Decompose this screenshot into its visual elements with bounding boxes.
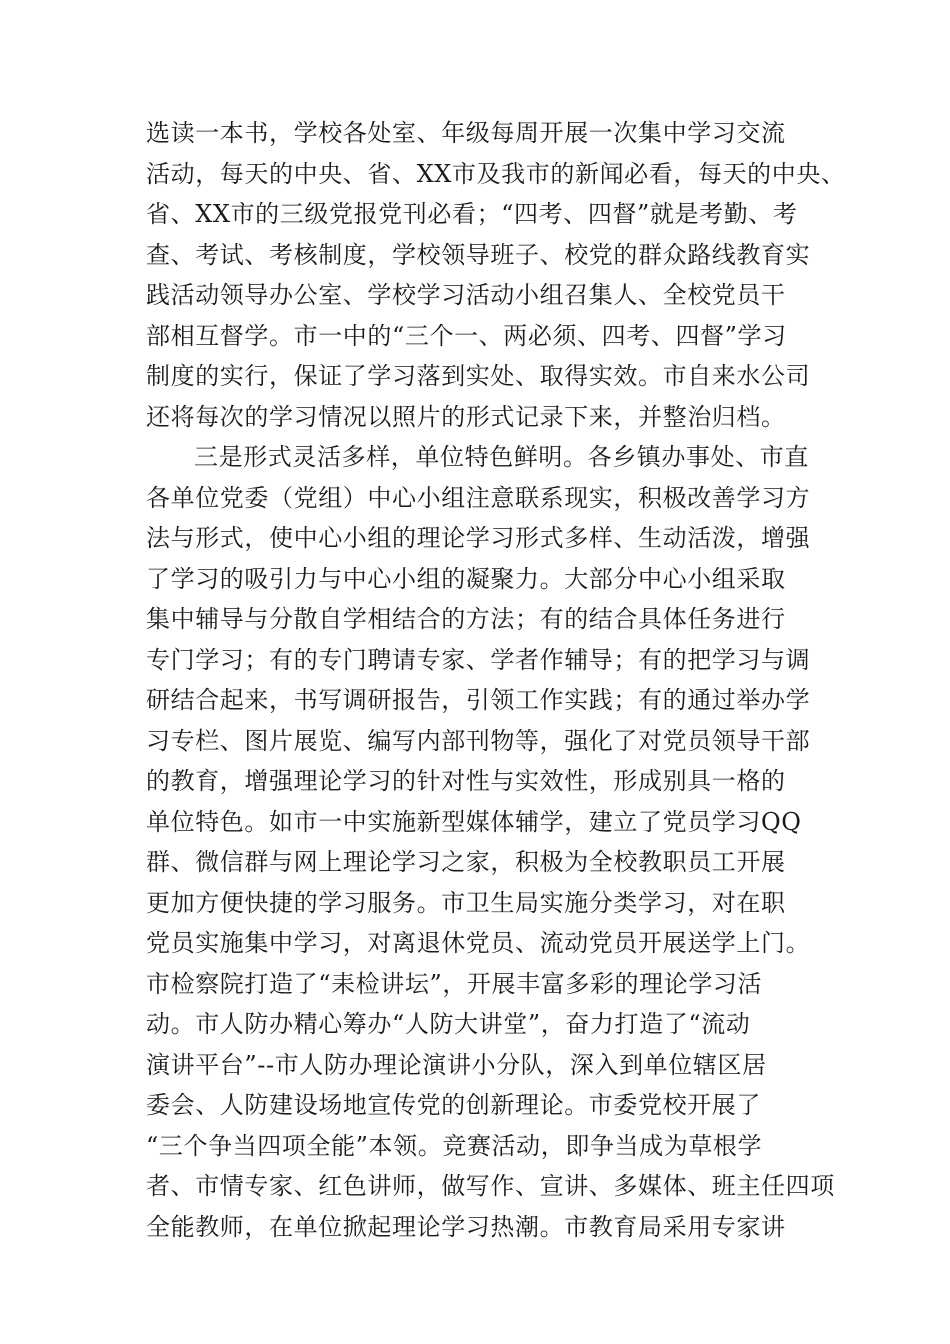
text-line: 专门学习；有的专门聘请专家、学者作辅导；有的把学习与调 [146,645,811,674]
text-line: 群、微信群与网上理论学习之家，积极为全校教职员工开展 [146,848,786,876]
text-line: 省、XX市的三级党报党刊必看；“四考、四督”就是考勤、考 [146,200,798,228]
text-line: 党员实施集中学习，对离退休党员、流动党员开展送学上门。 [146,929,811,957]
text-line: 全能教师，在单位掀起理论学习热潮。市教育局采用专家讲 [146,1212,786,1241]
text-line: 演讲平台”--市人防办理论演讲小分队，深入到单位辖区居 [146,1050,767,1079]
text-line: 部相互督学。市一中的“三个一、两必须、四考、四督”学习 [146,321,787,350]
text-line: 践活动领导办公室、学校学习活动小组召集人、全校党员干 [146,281,786,309]
text-line: 还将每次的学习情况以照片的形式记录下来，并整治归档。 [146,402,786,431]
text-line: 委会、人防建设场地宣传党的创新理论。市委党校开展了 [146,1091,761,1119]
text-line: 各单位党委（党组）中心小组注意联系现实，积极改善学习方 [146,483,811,512]
text-line: 动。市人防办精心筹办“人防大讲堂”，奋力打造了“流动 [146,1010,751,1038]
text-line: 习专栏、图片展览、编写内部刊物等，强化了对党员领导干部 [146,726,811,755]
text-line: 单位特色。如市一中实施新型媒体辅学，建立了党员学习QQ [146,807,802,836]
text-line: 的教育，增强理论学习的针对性与实效性，形成别具一格的 [146,767,786,795]
text-line: 查、考试、考核制度，学校领导班子、校党的群众路线教育实 [146,240,811,269]
text-line: 了学习的吸引力与中心小组的凝聚力。大部分中心小组采取 [146,564,786,593]
text-line: 市检察院打造了“耒检讲坛”，开展丰富多彩的理论学习活 [146,969,763,998]
paragraph-start-line: 三是形式灵活多样，单位特色鲜明。各乡镇办事处、市直 [194,443,809,471]
text-line: 者、市情专家、红色讲师，做写作、宣讲、多媒体、班主任四项 [146,1172,835,1200]
text-line: 研结合起来，书写调研报告，引领工作实践；有的通过举办学 [146,686,811,714]
text-line: 更加方便快捷的学习服务。市卫生局实施分类学习，对在职 [146,888,786,917]
text-line: “三个争当四项全能”本领。竞赛活动，即争当成为草根学 [146,1131,763,1160]
text-line: 集中辅导与分散自学相结合的方法；有的结合具体任务进行 [146,605,786,633]
text-line: 制度的实行，保证了学习落到实处、取得实效。市自来水公司 [146,362,811,390]
text-line: 选读一本书，学校各处室、年级每周开展一次集中学习交流 [146,119,786,147]
body-text [146,113,846,1247]
text-line: 法与形式，使中心小组的理论学习形式多样、生动活泼，增强 [146,524,811,552]
text-line: 活动，每天的中央、省、XX市及我市的新闻必看，每天的中央、 [146,159,846,188]
